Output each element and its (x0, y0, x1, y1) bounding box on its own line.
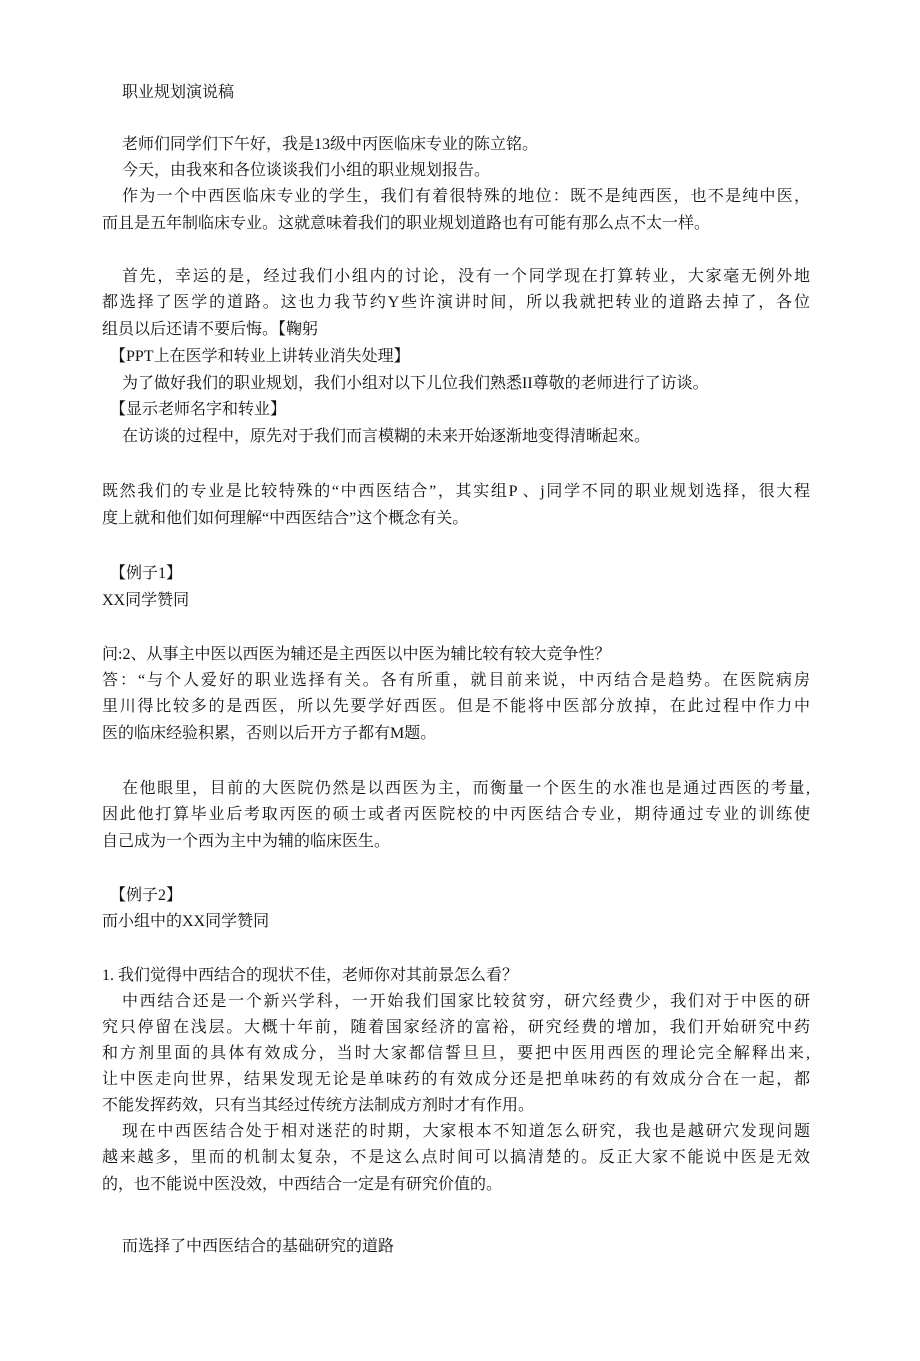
text-line: XX同学赞同 (102, 592, 190, 609)
text-line: 究只停留在浅层。大概十年前，随着国家经济的富裕，研究经费的增加，我们开始研究中药 (102, 1019, 810, 1036)
text-line: 而且是五年制临床专业。这就意味着我们的职业规划道路也有可能有那么点不太一样。 (102, 215, 711, 232)
text-line: 度上就和他们如何理解“中西医结合”这个概念有关。 (102, 510, 469, 527)
document-title: 职业规划演说稿 (122, 84, 235, 101)
text-line: 和方剂里面的具体有效成分，当时大家都信誓旦旦，要把中医用西医的理论完全解释出来, (102, 1045, 810, 1062)
text-line: 而小组中的XX同学赞同 (102, 913, 270, 930)
text-line: 【例子2】 (110, 887, 183, 904)
text-line: 现在中西医结合处于相对迷茫的时期，大家根本不知道怎么研究，我也是越研穴发现问题 (122, 1123, 810, 1140)
text-line: 老师们同学们下午好，我是13级中丙医临床专业的陈立铭。 (122, 136, 539, 153)
text-line: 自己成为一个西为主中为辅的临床医生。 (102, 833, 391, 850)
text-line: 都选择了医学的道路。这也力我节约Y些许演讲时间，所以我就把转业的道路去掉了，各位 (102, 294, 810, 311)
text-line: 问:2、从事主中医以西医为辅还是主西医以中医为辅比较有较大竞争性？ (102, 646, 611, 663)
text-line: 的，也不能说中医没效，中西结合一定是有研究价值的。 (102, 1176, 503, 1193)
text-line: 组员以后还请不要后悔。【鞠躬 (102, 321, 319, 338)
text-line: 作为一个中西医临床专业的学生，我们有着很特殊的地位：既不是纯西医，也不是纯中医， (122, 188, 810, 205)
text-line: 今天，由我來和各位谈谈我们小组的职业规划报告。 (122, 162, 491, 179)
text-line: 里川得比较多的是西医，所以先要学好西医。但是不能将中医部分放掉，在此过程中作力中 (102, 698, 810, 715)
text-line: 在访谈的过程中，原先对于我们而言模糊的未来开始逐渐地变得清晰起來。 (122, 428, 651, 445)
text-line: 越来越多，里而的机制太复杂，不是这么点时间可以搞清楚的。反正大家不能说中医是无效 (102, 1149, 810, 1166)
text-line: 在他眼里，目前的大医院仍然是以西医为主，而衡量一个医生的水准也是通过西医的考量, (122, 780, 810, 797)
text-line: 【显示老师名字和转业】 (110, 401, 287, 418)
text-line: 不能发挥药效，只有当其经过传统方法制成方剂时才有作用。 (102, 1097, 535, 1114)
text-line: 【例子1】 (110, 565, 183, 582)
text-line: 首先，幸运的是，经过我们小组内的讨论，没有一个同学现在打算转业，大家毫无例外地 (122, 268, 810, 285)
text-line: 为了做好我们的职业规划，我们小组对以下儿位我们熟悉II尊敬的老师进行了访谈。 (122, 375, 709, 392)
text-line: 既然我们的专业是比较特殊的“中西医结合”，其实组P 、j同学不同的职业规划选择，很大程 (102, 483, 810, 500)
text-line: 医的临床经验积累，否则以后开方子都有M题。 (102, 725, 437, 742)
text-line: 答：“与个人爱好的职业选择有关。各有所重，就目前来说，中丙结合是趋势。在医院病房 (102, 672, 810, 689)
text-line: 1. 我们觉得中西结合的现状不佳，老师你对其前景怎么看？ (102, 967, 519, 984)
text-line: 因此他打算毕业后考取丙医的硕士或者丙医院校的中丙医结合专业，期待通过专业的训练使 (102, 806, 810, 823)
text-line: 而选择了中西医结合的基础研究的道路 (122, 1238, 395, 1255)
text-line: 让中医走向世界，结果发现无论是单味药的有效成分还是把单味药的有效成分合在一起，都 (102, 1071, 810, 1088)
text-line: 中西结合还是一个新兴学科，一开始我们国家比较贫穷，研穴经费少，我们对于中医的研 (122, 993, 810, 1010)
text-line: 【PPT上在医学和转业上讲转业消失处理】 (110, 348, 410, 365)
